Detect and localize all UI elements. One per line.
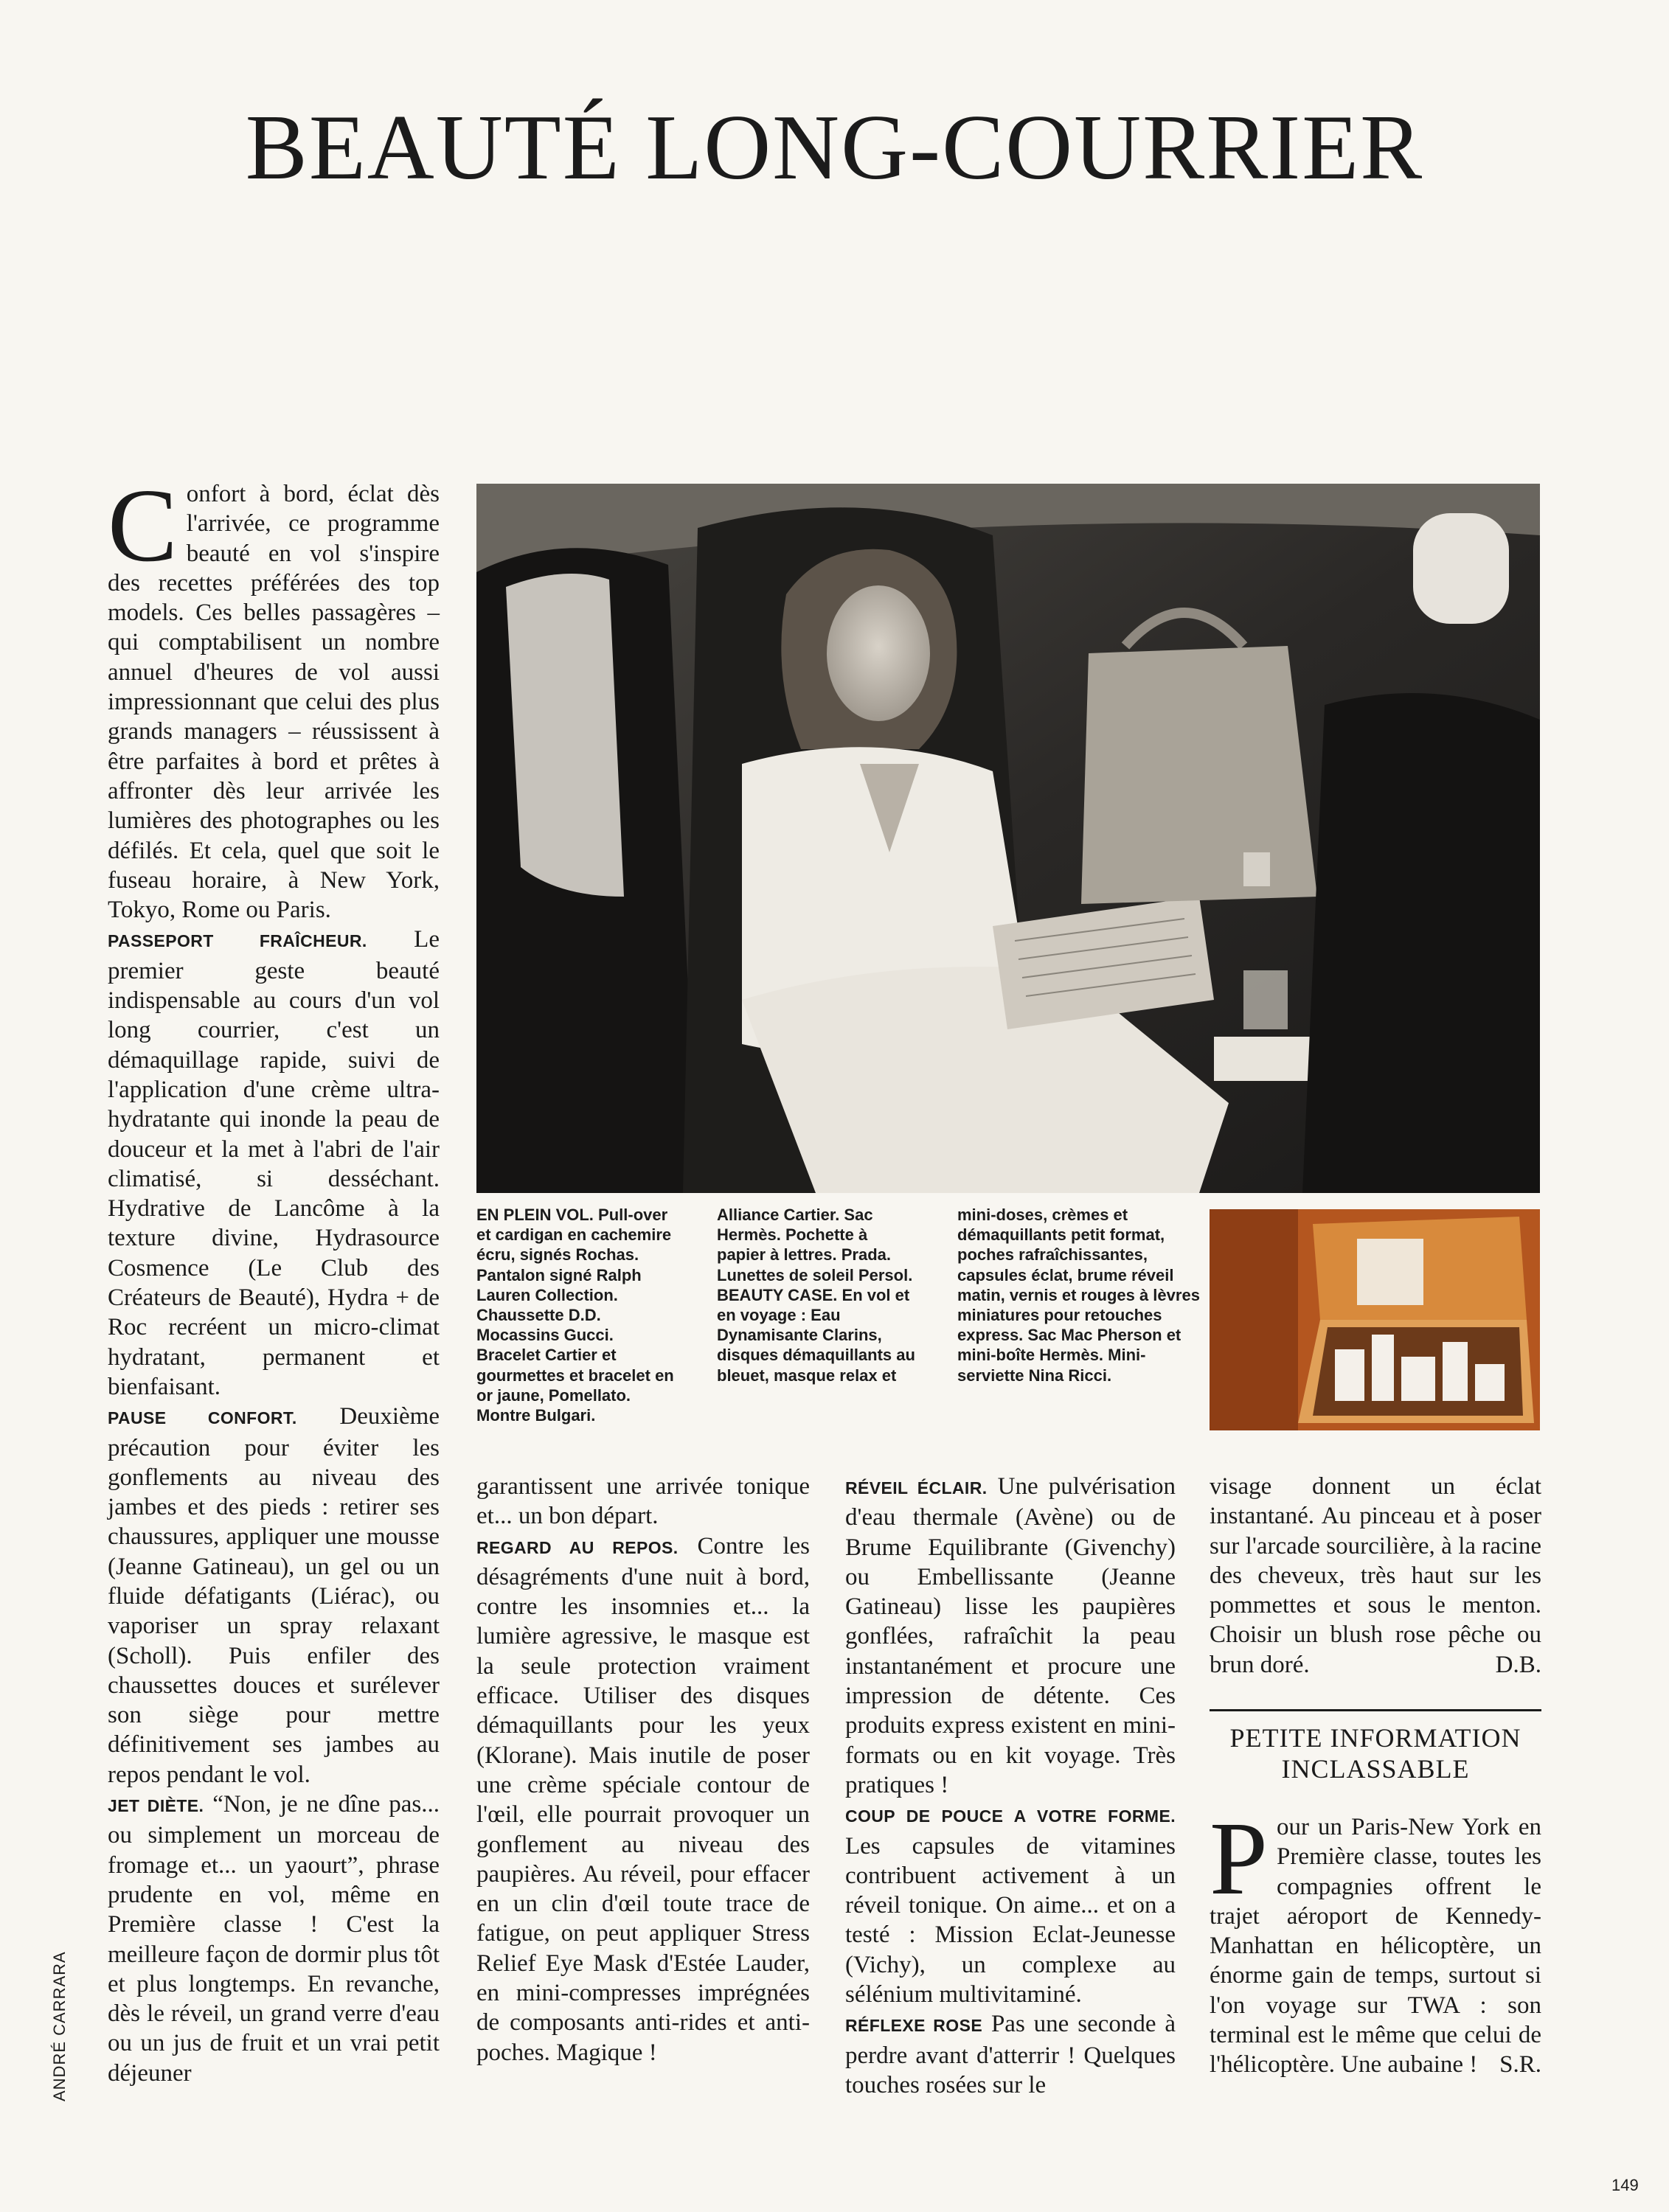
caption-2-text-a: Alliance Cartier. Sac Hermès. Pochette à papier à lettres. Prada. Lunettes de soleil Persol. [717,1206,913,1284]
airplane-cabin-photo-illustration [476,484,1540,1193]
pause-paragraph [108,1402,440,1790]
regard-text: Contre les désagréments d'une nuit à bord, contre les insomnies et... la lumière agressive, le masque est la seule protection vraiment efficace. Utiliser des disques démaquillants pour les yeux (Klorane). Mais inutile de poser une crème spéciale contour de l'œil, elle pourrait provoquer un gonflement au niveau des paupières. Au réveil, pour effacer en un clin d'œil toute trace de fatigue, on peut appliquer Stress Relief Eye Mask d'Estée Lauder, en mini-compresses imprégnées de composants anti-rides et anti-poches. Magique ! [476,1532,810,2066]
main-photo [476,484,1540,1193]
col2-continuation: garantissent une arrivée tonique et... un bon départ. [476,1473,810,1530]
caption-2-text-b: En vol et en voyage : Eau Dynamisante Clarins, disques démaquillants au bleuet, masque relax et [717,1285,915,1385]
column-1 [108,467,440,2088]
caption-3-text: mini-doses, crèmes et démaquillants petit format, poches rafraîchissantes, capsules éclat, brume réveil matin, vernis et rouges à lèvres miniatures pour retouches express. Sac Mac Pherson et mini-boîte Hermès. Mini-serviette Nina Ricci. [957,1206,1200,1385]
regard-heading: REGARD AU REPOS. [476,1537,679,1557]
reveil-heading: RÉVEIL ÉCLAIR. [845,1478,988,1498]
coup-text: Les capsules de vitamines contribuent activement à un réveil tonique. On aime... et on a testé : Mission Eclat-Jeunesse (Vichy), un complexe au sélénium multivitaminé. [845,1832,1176,2008]
col4-continuation [1210,1472,1541,1680]
signature-db: D.B. [1495,1651,1541,1678]
reflexe-paragraph [845,2009,1176,2100]
beauty-case-illustration [1210,1209,1540,1430]
signature-sr: S.R. [1499,2051,1541,2079]
reveil-paragraph [845,1472,1176,1800]
caption-1-text: Pull-over et cardigan en cachemire écru, signés Rochas. Pantalon signé Ralph Lauren Collection. Chaussette D.D. Mocassins Gucci. Bracelet Cartier et gourmettes et bracelet en or jaune, Pomellato. Montre Bulgari. [476,1206,674,1425]
box-title-line1: PETITE INFORMATION [1229,1723,1521,1753]
caption-2 [717,1205,920,1385]
coup-paragraph [845,1800,1176,2009]
reflexe-text: Pas une seconde à perdre avant d'atterrir ! Quelques touches rosées sur le [845,2011,1176,2098]
col4-text: visage donnent un éclat instantané. Au pinceau et à poser sur l'arcade sourcilière, à la racine des cheveux, très haut sur les pommettes et sous le menton. Choisir un blush rose pêche ou brun doré. [1210,1473,1541,1678]
pause-text: Deuxième précaution pour éviter les gonflements au niveau des jambes et des pieds : retirer ses chaussures, appliquer une mousse (Jeanne Gatineau), un gel ou un fluide défatigants (Liérac), ou vaporiser un spray relaxant (Scholl). Puis enfiler des chaussettes douces et surélever son siège pour mettre définitivement ses jambes au repos pendant le vol. [108,1403,440,1788]
intro-text: onfort à bord, éclat dès l'arrivée, ce programme beauté en vol s'inspire des recettes préférées des top models. Ces belles passagères – qui comptabilisent un nombre annuel d'heures de vol aussi impressionnant que celui des plus grands managers – réussissent à être parfaites à bord et prêtes à affronter dès leur arrivée les lumières des photographes ou les défilés. Et cela, quel que soit le fuseau horaire, à New York, Tokyo, Rome ou Paris. [108,481,440,924]
reveil-text: Une pulvérisation d'eau thermale (Avène) ou de Brume Equilibrante (Givenchy) ou Embellissante (Jeanne Gatineau) lisse les paupières gonflées, rafraîchit la peau instantanément et procure une impression de détente. Ces produits express existent en mini-formats ou en kit voyage. Très pratiques ! [845,1473,1176,1798]
box-text: our un Paris-New York en Première classe, toutes les compagnies offrent le trajet aéroport de Kennedy-Manhattan en hélicoptère, un énorme gain de temps, surtout si l'on voyage sur TWA : son terminal est le même que celui de l'hélicoptère. Une aubaine ! [1210,1814,1541,2079]
dropcap-c: C [108,467,178,583]
column-4 [1210,1472,1541,1680]
box-paragraph [1210,1800,1541,2080]
passeport-paragraph [108,925,440,1402]
caption-1 [476,1205,679,1425]
caption-3 [957,1205,1202,1385]
column-2 [476,1472,810,2067]
regard-paragraph [476,1531,810,2067]
column-3 [845,1472,1176,2100]
photo-credit: ANDRÉ CARRARA [50,1951,69,2101]
caption-2-lead: BEAUTY CASE. [717,1285,838,1304]
jet-paragraph [108,1790,440,2088]
box-title [1210,1722,1541,1784]
box-title-line2: INCLASSABLE [1281,1754,1470,1784]
box-divider [1210,1709,1541,1711]
intro-paragraph [108,467,440,925]
caption-1-lead: EN PLEIN VOL. [476,1206,594,1224]
coup-heading: COUP DE POUCE A VOTRE FORME. [845,1806,1176,1826]
passeport-text: Le premier geste beauté indispensable au cours d'un vol long courrier, c'est un démaquillage rapide, suivi de l'application d'une crème ultra-hydratante qui inonde la peau de douceur et la met à l'abri de l'air climatisé, si desséchant. Hydrative de Lancôme à la texture divine, Hydrasource Cosmence (Le Club des Créateurs de Beauté), Hydra + de Roc recréent un micro-climat hydratant, permanent et bienfaisant. [108,926,440,1400]
jet-text: “Non, je ne dîne pas... ou simplement un morceau de fromage et... un yaourt”, phrase prudente en vol, même en Première classe ! C'est la meilleure façon de dormir plus tôt et plus longtemps. En revanche, dès le réveil, un grand verre d'eau ou un jus de fruit et un vrai petit déjeuner [108,1791,440,2087]
reflexe-heading: RÉFLEXE ROSE [845,2016,983,2036]
box-body [1210,1800,1541,2080]
pause-heading: PAUSE CONFORT. [108,1408,297,1428]
beauty-case-photo [1210,1209,1540,1430]
passeport-heading: PASSEPORT FRAÎCHEUR. [108,931,367,951]
article-title: BEAUTÉ LONG-COURRIER [245,97,1424,199]
page-number: 149 [1611,2176,1639,2194]
dropcap-p: P [1210,1800,1268,1916]
jet-heading: JET DIÈTE. [108,1796,204,1816]
